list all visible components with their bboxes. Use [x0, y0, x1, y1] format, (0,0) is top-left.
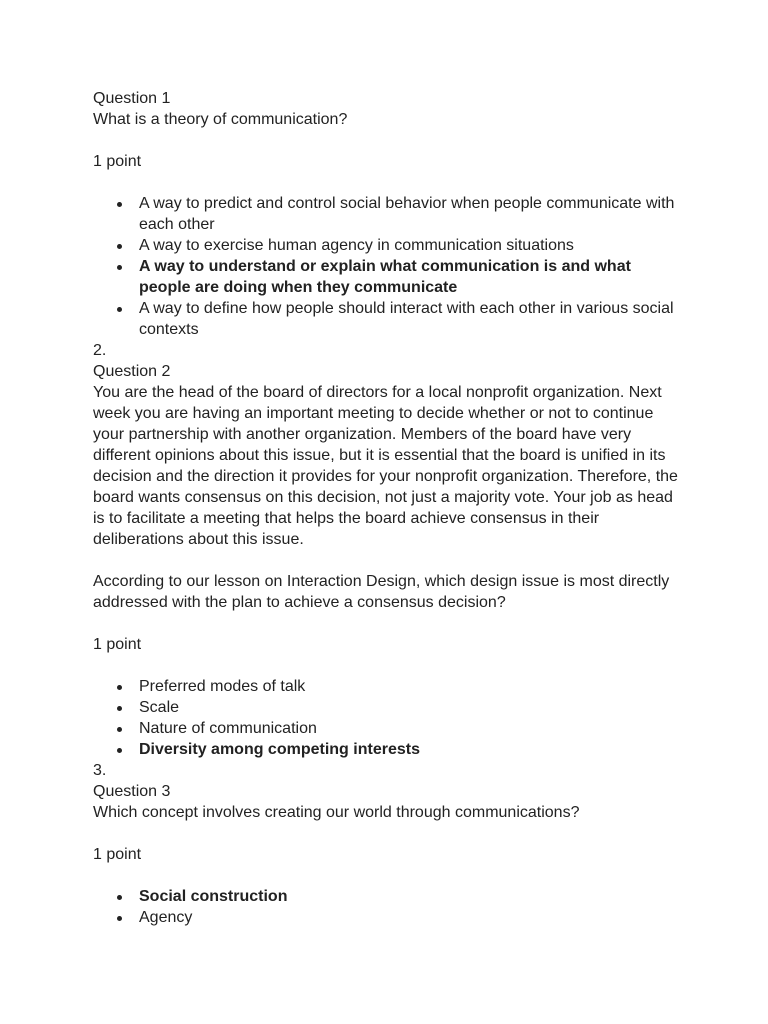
question-1-option-2: A way to exercise human agency in communication situations	[93, 235, 683, 256]
question-2-heading: Question 2	[93, 363, 171, 380]
question-1-heading: Question 1	[93, 90, 171, 107]
question-2-option-2: Scale	[93, 697, 683, 718]
question-1-prompt: What is a theory of communication?	[93, 111, 348, 128]
question-2-option-1: Preferred modes of talk	[93, 676, 683, 697]
question-3-number: 3.	[93, 762, 107, 779]
question-1-option-1: A way to predict and control social behavior when people communicate with each other	[93, 193, 683, 235]
question-2-prompt: According to our lesson on Interaction Design, which design issue is most directly addressed with the plan to achieve a consensus decision?	[93, 573, 670, 611]
question-3-points: 1 point	[93, 846, 142, 863]
question-1-options	[93, 193, 683, 340]
question-2-points: 1 point	[93, 636, 142, 653]
question-3-heading: Question 3	[93, 783, 171, 800]
question-3-prompt: Which concept involves creating our world through communications?	[93, 804, 580, 821]
question-1-points: 1 point	[93, 153, 142, 170]
question-3-option-1-selected: Social construction	[93, 886, 683, 907]
question-3-options	[93, 886, 683, 928]
question-1-option-3-selected: A way to understand or explain what communication is and what people are doing when they communicate	[93, 256, 683, 298]
question-2-option-4-selected: Diversity among competing interests	[93, 739, 683, 760]
question-1-option-4: A way to define how people should interact with each other in various social contexts	[93, 298, 683, 340]
question-2-options	[93, 676, 683, 760]
question-2-option-3: Nature of communication	[93, 718, 683, 739]
quiz-document	[93, 88, 683, 928]
question-2-number: 2.	[93, 342, 107, 359]
question-2-scenario: You are the head of the board of directors for a local nonprofit organization. Next week you are having an important meeting to decide whether or not to continue your partnership with another organization. Members of the board have very different opinions about this issue, but it is essential that the board is unified in its decision and the direction it provides for your nonprofit organization. Therefore, the board wants consensus on this decision, not just a majority vote. Your job as head is to facilitate a meeting that helps the board achieve consensus in their deliberations about this issue.	[93, 384, 678, 548]
question-3-option-2: Agency	[93, 907, 683, 928]
